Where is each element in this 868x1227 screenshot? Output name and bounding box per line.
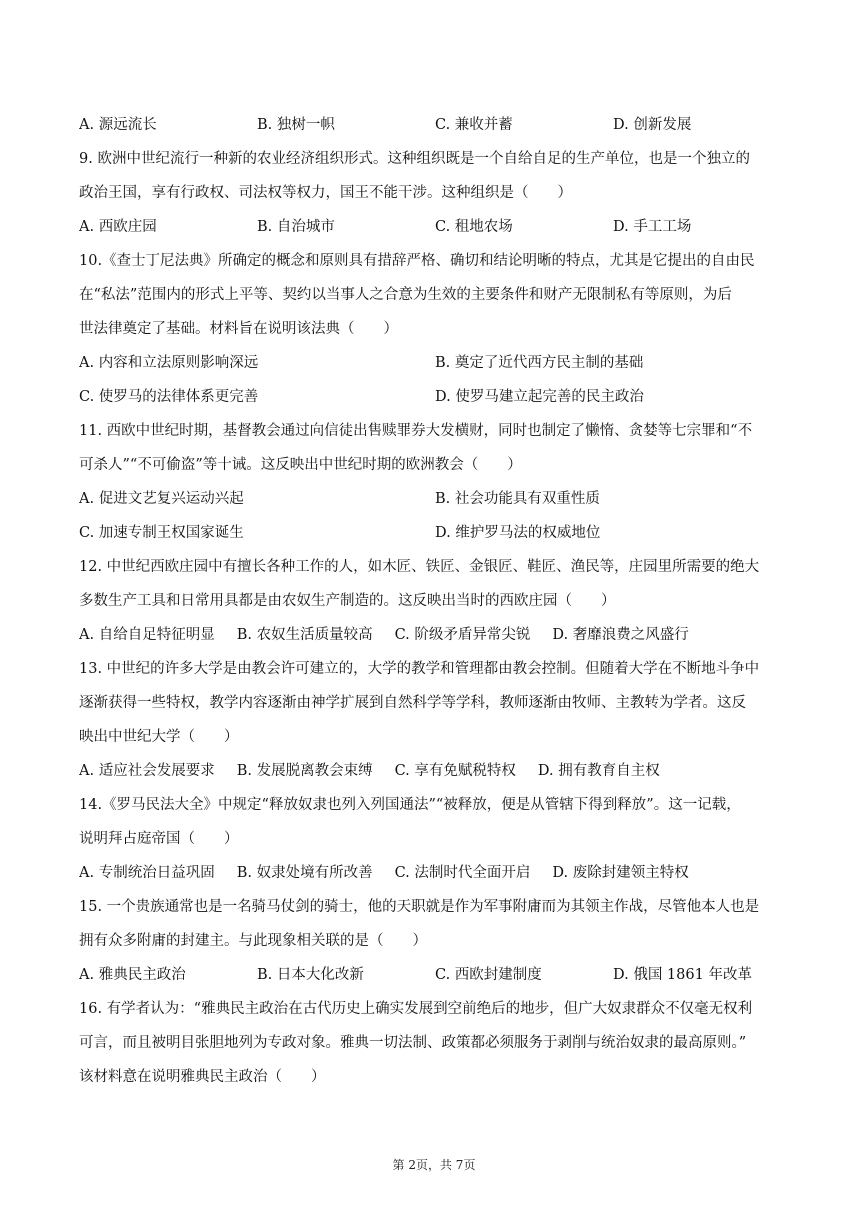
q12-option-d: D. 奢靡浪费之风盛行 <box>552 627 689 643</box>
q10-stem-line-2: 在“私法”范围内的形式上平等、契约以当事人之合意为生效的主要条件和财产无限制私有等原则，为后 <box>79 287 732 303</box>
q13-stem-line-3: 映出中世纪大学（ ） <box>79 729 239 745</box>
q15-stem-line-2: 拥有众多附庸的封建主。与此现象相关联的是（ ） <box>79 933 427 949</box>
q11-option-c: C. 加速专制王权国家诞生 <box>79 525 244 541</box>
q10-stem-line-3: 世法律奠定了基础。材料旨在说明该法典（ ） <box>79 321 398 337</box>
q14-options <box>79 856 791 890</box>
q13-stem-line-1: 13. 中世纪的许多大学是由教会许可建立的，大学的教学和管理都由教会控制。但随着大学在不断地斗争中 <box>79 661 760 677</box>
questions-content <box>79 108 791 1094</box>
question-9 <box>79 142 791 244</box>
q8-options <box>79 108 791 142</box>
q16-stem-line-1: 16. 有学者认为：“雅典民主政治在古代历史上确实发展到空前绝后的地步，但广大奴隶群众不仅毫无权利 <box>79 1001 753 1017</box>
q13-option-d: D. 拥有教育自主权 <box>537 763 660 779</box>
q9-option-d: D. 手工工场 <box>613 219 692 235</box>
q12-stem-line-2: 多数生产工具和日常用具都是由农奴生产制造的。这反映出当时的西欧庄园（ ） <box>79 593 616 609</box>
q9-stem-line-1: 9. 欧洲中世纪流行一种新的农业经济组织形式。这种组织既是一个自给自足的生产单位，也是一个独立的 <box>79 151 750 167</box>
q13-stem-line-2: 逐渐获得一些特权，教学内容逐渐由神学扩展到自然科学等学科，教师逐渐由牧师、主教转为学者。这反 <box>79 695 746 711</box>
q8-option-b: B. 独树一帜 <box>257 117 335 133</box>
q8-option-d: D. 创新发展 <box>613 117 692 133</box>
q9-option-a: A. 西欧庄园 <box>79 219 157 235</box>
q14-stem-line-1: 14.《罗马民法大全》中规定“释放奴隶也列入列国通法”“被释放，便是从管辖下得到释放”。这一记载， <box>79 797 741 813</box>
q12-options <box>79 618 791 652</box>
q10-stem-line-1: 10.《查士丁尼法典》所确定的概念和原则具有措辞严格、确切和结论明晰的特点，尤其是它提出的自由民 <box>79 253 755 269</box>
page-number-footer: 第 2页，共 7页 <box>392 1158 476 1172</box>
q14-option-b: B. 奴隶处境有所改善 <box>236 865 373 881</box>
q10-option-d: D. 使罗马建立起完善的民主政治 <box>435 389 644 405</box>
q14-stem-line-2: 说明拜占庭帝国（ ） <box>79 831 239 847</box>
q13-option-c: C. 享有免赋税特权 <box>394 763 516 779</box>
q15-option-a: A. 雅典民主政治 <box>79 967 186 983</box>
question-16 <box>79 992 791 1094</box>
q11-stem-line-1: 11. 西欧中世纪时期，基督教会通过向信徒出售赎罪券大发横财，同时也制定了懒惰、贪婪等七宗罪和“不 <box>79 423 753 439</box>
q13-option-b: B. 发展脱离教会束缚 <box>236 763 373 779</box>
question-11 <box>79 414 791 550</box>
q9-option-c: C. 租地农场 <box>435 219 513 235</box>
q10-option-b: B. 奠定了近代西方民主制的基础 <box>435 355 644 371</box>
q14-option-c: C. 法制时代全面开启 <box>394 865 531 881</box>
q14-option-a: A. 专制统治日益巩固 <box>79 865 215 881</box>
q12-option-b: B. 农奴生活质量较高 <box>236 627 373 643</box>
q12-option-c: C. 阶级矛盾异常尖锐 <box>394 627 531 643</box>
q11-option-d: D. 维护罗马法的权威地位 <box>435 525 601 541</box>
question-12 <box>79 550 791 652</box>
q15-option-c: C. 西欧封建制度 <box>435 967 542 983</box>
q9-options <box>79 210 791 244</box>
q13-options <box>79 754 791 788</box>
q10-option-c: C. 使罗马的法律体系更完善 <box>79 389 259 405</box>
question-13 <box>79 652 791 788</box>
q9-stem-line-2: 政治王国，享有行政权、司法权等权力，国王不能干涉。这种组织是（ ） <box>79 185 572 201</box>
question-14 <box>79 788 791 890</box>
q11-options-row-2 <box>79 516 791 550</box>
q15-option-b: B. 日本大化改新 <box>257 967 364 983</box>
q11-option-a: A. 促进文艺复兴运动兴起 <box>79 491 244 507</box>
q15-stem-line-1: 15. 一个贵族通常也是一名骑马仗剑的骑士，他的天职就是作为军事附庸而为其领主作战，尽管他本人也是 <box>79 899 760 915</box>
q11-options-row-1 <box>79 482 791 516</box>
q11-stem-line-2: 可杀人”“不可偷盗”等十诫。这反映出中世纪时期的欧洲教会（ ） <box>79 457 522 473</box>
q16-stem-line-2: 可言，而且被明目张胆地列为专政对象。雅典一切法制、政策都必须服务于剥削与统治奴隶的最高原则。” <box>79 1035 747 1051</box>
q9-option-b: B. 自治城市 <box>257 219 335 235</box>
q11-option-b: B. 社会功能具有双重性质 <box>435 491 600 507</box>
q10-options-row-1 <box>79 346 791 380</box>
q13-option-a: A. 适应社会发展要求 <box>79 763 215 779</box>
q15-options <box>79 958 791 992</box>
q12-option-a: A. 自给自足特征明显 <box>79 627 215 643</box>
q10-option-a: A. 内容和立法原则影响深远 <box>79 355 259 371</box>
q8-option-a: A. 源远流长 <box>79 117 157 133</box>
question-10 <box>79 244 791 414</box>
q15-option-d: D. 俄国 1861 年改革 <box>613 967 752 983</box>
q16-stem-line-3: 该材料意在说明雅典民主政治（ ） <box>79 1069 326 1085</box>
q8-option-c: C. 兼收并蓄 <box>435 117 513 133</box>
q12-stem-line-1: 12. 中世纪西欧庄园中有擅长各种工作的人，如木匠、铁匠、金银匠、鞋匠、渔民等，庄园里所需要的绝大 <box>79 559 760 575</box>
question-15 <box>79 890 791 992</box>
q10-options-row-2 <box>79 380 791 414</box>
q14-option-d: D. 废除封建领主特权 <box>552 865 689 881</box>
